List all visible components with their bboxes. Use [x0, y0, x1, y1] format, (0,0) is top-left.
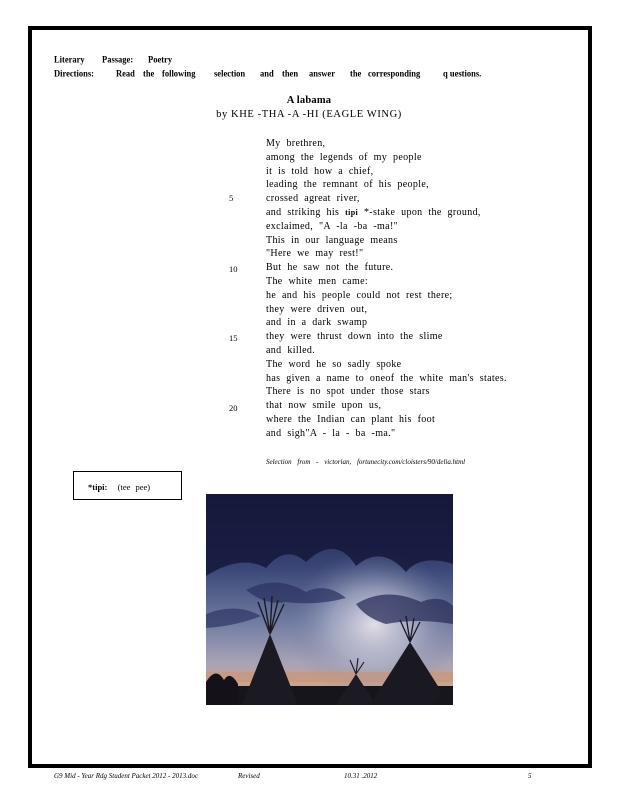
poem-line-tipi [266, 207, 481, 218]
poem-line: leading the remnant of his people, [266, 179, 429, 191]
label-passage: Passage: [102, 54, 134, 65]
footnote-pronunciation: (tee pee) [117, 482, 151, 492]
label-literary: Literary [54, 54, 85, 65]
line-number: 20 [229, 403, 238, 413]
poem-line: and killed. [266, 345, 316, 356]
poem-line: they were thrust down into the slime [266, 331, 443, 343]
poem-line: crossed agreat river, [266, 193, 360, 205]
footnote-term: *tipi: [88, 482, 108, 492]
directions-word: then [282, 68, 299, 79]
poem-line: where the Indian can plant his foot [266, 414, 436, 425]
tipi-word: tipi [345, 208, 359, 217]
poem-line: "Here we may rest!" [266, 248, 364, 260]
poem-line: The white men came: [266, 276, 369, 287]
poem-line: he and his people could not rest there; [266, 289, 453, 301]
poem-line: The word he so sadly spoke [266, 358, 402, 370]
source-citation: Selection from - victorian, fortunecity.com/cloisters/90/delia.html [266, 458, 466, 466]
poem-line: they were driven out, [266, 303, 368, 315]
directions-word: following [162, 68, 196, 79]
footer-page-number: 5 [528, 772, 532, 780]
line-number: 10 [229, 264, 238, 274]
poem-line: and in a dark swamp [266, 317, 368, 329]
line-number: 5 [229, 193, 234, 203]
directions-word: selection [214, 68, 246, 79]
footer-document-name: G9 Mid - Year Rdg Student Packet 2012 - 2013.doc [54, 772, 198, 780]
poem-line: and sigh"A - la - ba -ma." [266, 427, 396, 439]
label-directions: Directions: [54, 68, 94, 79]
poem-line: among the legends of my people [266, 151, 422, 163]
poem-line: This in our language means [266, 234, 398, 246]
line-number: 15 [229, 333, 238, 343]
footer-date: 10.31 .2012 [344, 772, 378, 780]
tipi-sunset-photo [206, 494, 453, 705]
directions-word: q uestions. [443, 68, 482, 79]
directions-word: the [143, 68, 155, 79]
directions-word: Read [116, 68, 135, 79]
footnote-box [73, 471, 182, 500]
footer-status: Revised [238, 772, 260, 780]
directions-word: and [260, 68, 274, 79]
poem-author: by KHE -THA -A -HI (EAGLE WING) [216, 109, 402, 120]
stake-text: *-stake upon the ground, [358, 207, 481, 218]
label-genre: Poetry [148, 54, 173, 65]
poem-line: But he saw not the future. [266, 262, 394, 274]
poem-line: it is told how a chief, [266, 165, 374, 177]
directions-word: the [350, 68, 362, 79]
poem-line: exclaimed, "A -la -ba -ma!" [266, 220, 399, 232]
poem-line-text: and striking his [266, 207, 340, 218]
poem-line: There is no spot under those stars [266, 386, 430, 398]
poem-title: A labama [286, 95, 332, 106]
directions-word: answer [309, 68, 335, 79]
poem-line: My brethren, [266, 138, 326, 149]
directions-word: corresponding [368, 68, 421, 79]
poem-line: that now smile upon us, [266, 400, 382, 412]
poem-line: has given a name to oneof the white man's states. [266, 372, 507, 384]
